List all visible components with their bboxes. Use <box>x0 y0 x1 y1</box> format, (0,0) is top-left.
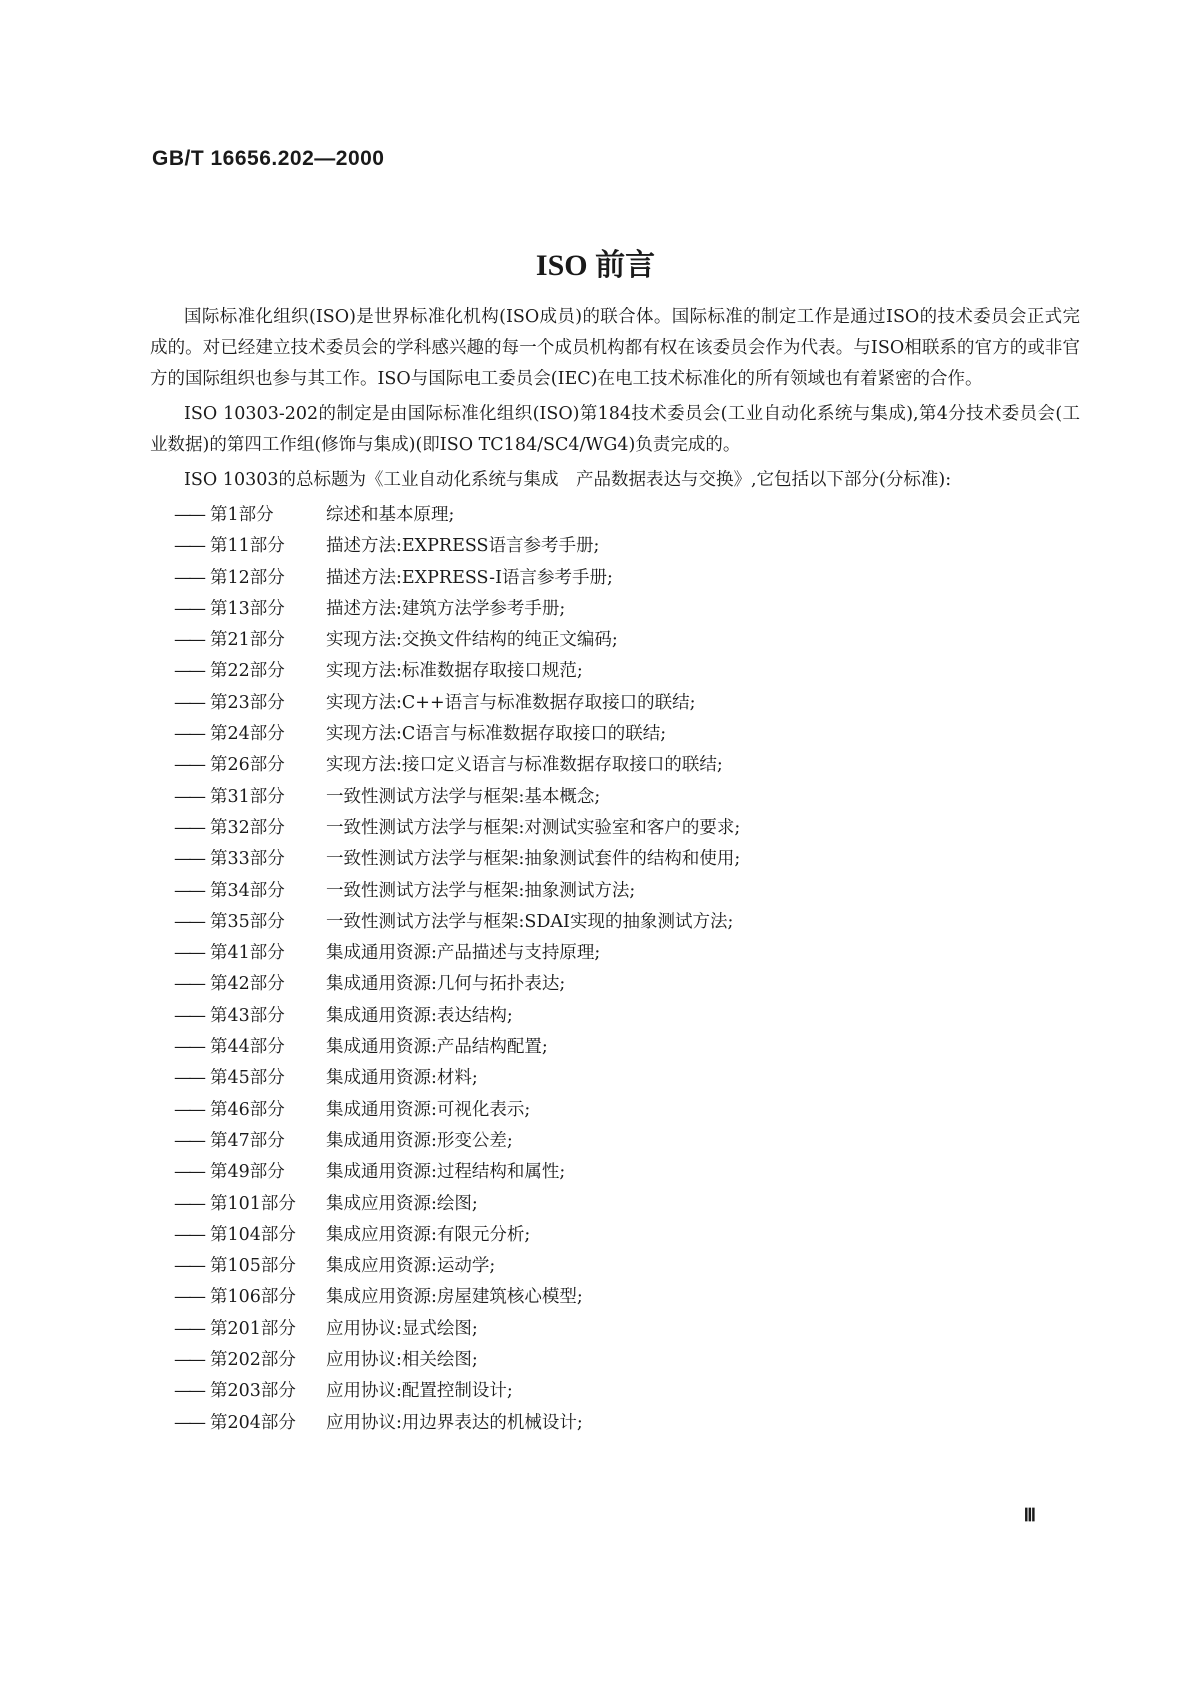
list-dash: —— <box>174 1068 203 1089</box>
list-item <box>150 531 1080 562</box>
paragraph: ISO 10303-202的制定是由国际标准化组织(ISO)第184技术委员会(工业自动化系统与集成),第4分技术委员会(工业数据)的第四工作组(修饰与集成)(即ISO TC184/SC4/WG4)负责完成的。 <box>150 404 1080 455</box>
list-dash: —— <box>174 724 203 745</box>
list-dash: —— <box>174 1037 203 1058</box>
list-dash: —— <box>174 1256 203 1277</box>
part-number: 第1部分 <box>210 505 274 525</box>
part-number: 第101部分 <box>210 1193 296 1214</box>
part-number: 第32部分 <box>210 817 285 838</box>
standard-code: GB/T 16656.202—2000 <box>152 147 385 170</box>
list-item <box>150 625 1080 656</box>
list-dash: —— <box>174 1381 203 1402</box>
part-number: 第34部分 <box>210 880 285 901</box>
part-description: 应用协议:相关绘图; <box>326 1350 478 1371</box>
list-dash: —— <box>174 567 203 588</box>
list-dash: —— <box>174 505 203 525</box>
list-dash: —— <box>174 1099 203 1120</box>
list-item <box>150 1282 1080 1313</box>
part-description: 集成通用资源:表达结构; <box>326 1005 513 1026</box>
part-description: 集成通用资源:材料; <box>326 1068 478 1089</box>
part-description: 集成应用资源:运动学; <box>326 1256 496 1277</box>
part-description: 集成通用资源:几何与拓扑表达; <box>326 974 566 995</box>
paragraph: 国际标准化组织(ISO)是世界标准化机构(ISO成员)的联合体。国际标准的制定工作是通过ISO的技术委员会正式完成的。对已经建立技术委员会的学科感兴趣的每一个成员机构都有权在该委员会作为代表。与ISO相联系的官方的或非官方的国际组织也参与其工作。ISO与国际电工委员会(IEC)在电工技术标准化的所有领域也有着紧密的合作。 <box>150 307 1080 389</box>
part-description: 实现方法:交换文件结构的纯正文编码; <box>326 630 618 651</box>
page-title: ISO 前言 <box>535 249 656 282</box>
part-description: 集成通用资源:产品结构配置; <box>326 1037 548 1058</box>
list-item <box>150 1376 1080 1407</box>
list-item <box>150 782 1080 813</box>
list-dash: —— <box>174 817 203 838</box>
part-description: 实现方法:C++语言与标准数据存取接口的联结; <box>326 692 696 713</box>
list-dash: —— <box>174 598 203 619</box>
list-dash: —— <box>174 1162 203 1183</box>
part-description: 描述方法:EXPRESS语言参考手册; <box>326 536 600 557</box>
list-dash: —— <box>174 849 203 870</box>
part-number: 第12部分 <box>210 567 285 588</box>
part-description: 集成通用资源:产品描述与支持原理; <box>326 943 601 964</box>
part-number: 第47部分 <box>210 1130 285 1151</box>
list-item <box>150 907 1080 938</box>
list-item <box>150 563 1080 594</box>
part-number: 第24部分 <box>210 724 285 745</box>
list-item <box>150 1032 1080 1063</box>
list-item <box>150 1095 1080 1126</box>
part-description: 集成通用资源:形变公差; <box>326 1130 513 1151</box>
list-dash: —— <box>174 1130 203 1151</box>
list-dash: —— <box>174 536 203 557</box>
part-number: 第22部分 <box>210 661 285 682</box>
parts-list <box>150 500 1080 1439</box>
list-item <box>150 1408 1080 1439</box>
part-description: 描述方法:EXPRESS-I语言参考手册; <box>326 567 613 588</box>
list-item <box>150 1220 1080 1251</box>
part-number: 第33部分 <box>210 849 285 870</box>
part-number: 第203部分 <box>210 1381 296 1402</box>
list-item <box>150 1251 1080 1282</box>
part-description: 实现方法:接口定义语言与标准数据存取接口的联结; <box>326 755 723 776</box>
list-dash: —— <box>174 1005 203 1026</box>
list-item <box>150 1314 1080 1345</box>
part-number: 第13部分 <box>210 598 285 619</box>
part-description: 应用协议:配置控制设计; <box>326 1381 513 1402</box>
list-dash: —— <box>174 755 203 776</box>
list-dash: —— <box>174 911 203 932</box>
part-number: 第49部分 <box>210 1162 285 1183</box>
list-dash: —— <box>174 1287 203 1308</box>
part-description: 实现方法:C语言与标准数据存取接口的联结; <box>326 724 667 745</box>
list-item <box>150 938 1080 969</box>
list-item <box>150 1345 1080 1376</box>
part-description: 实现方法:标准数据存取接口规范; <box>326 661 583 682</box>
list-dash: —— <box>174 630 203 651</box>
list-item <box>150 1126 1080 1157</box>
part-description: 一致性测试方法学与框架:SDAI实现的抽象测试方法; <box>326 911 734 932</box>
part-number: 第23部分 <box>210 692 285 713</box>
part-description: 集成应用资源:有限元分析; <box>326 1224 531 1245</box>
list-item <box>150 688 1080 719</box>
list-item <box>150 1157 1080 1188</box>
part-number: 第31部分 <box>210 786 285 807</box>
list-dash: —— <box>174 1350 203 1371</box>
list-dash: —— <box>174 1412 203 1433</box>
part-description: 集成通用资源:过程结构和属性; <box>326 1162 566 1183</box>
part-description: 一致性测试方法学与框架:抽象测试套件的结构和使用; <box>326 849 741 870</box>
part-description: 集成应用资源:绘图; <box>326 1193 478 1214</box>
list-item <box>150 844 1080 875</box>
part-number: 第204部分 <box>210 1412 296 1433</box>
list-item <box>150 969 1080 1000</box>
part-number: 第105部分 <box>210 1256 296 1277</box>
list-item <box>150 1189 1080 1220</box>
part-number: 第202部分 <box>210 1350 296 1371</box>
part-description: 应用协议:显式绘图; <box>326 1318 478 1339</box>
part-number: 第26部分 <box>210 755 285 776</box>
part-number: 第11部分 <box>210 536 285 557</box>
list-item <box>150 1063 1080 1094</box>
list-item <box>150 750 1080 781</box>
part-number: 第35部分 <box>210 911 285 932</box>
part-number: 第106部分 <box>210 1287 296 1308</box>
list-dash: —— <box>174 1318 203 1339</box>
list-dash: —— <box>174 974 203 995</box>
part-description: 描述方法:建筑方法学参考手册; <box>326 598 566 619</box>
list-dash: —— <box>174 786 203 807</box>
part-description: 应用协议:用边界表达的机械设计; <box>326 1412 583 1433</box>
part-number: 第43部分 <box>210 1005 285 1026</box>
part-number: 第21部分 <box>210 630 285 651</box>
part-description: 一致性测试方法学与框架:抽象测试方法; <box>326 880 636 901</box>
list-item <box>150 813 1080 844</box>
part-number: 第46部分 <box>210 1099 285 1120</box>
list-dash: —— <box>174 692 203 713</box>
part-description: 一致性测试方法学与框架:基本概念; <box>326 786 601 807</box>
part-number: 第104部分 <box>210 1224 296 1245</box>
part-number: 第201部分 <box>210 1318 296 1339</box>
part-description: 集成应用资源:房屋建筑核心模型; <box>326 1287 583 1308</box>
paragraph: ISO 10303的总标题为《工业自动化系统与集成 产品数据表达与交换》,它包括以下部分(分标准): <box>184 470 952 490</box>
list-item <box>150 719 1080 750</box>
document-body <box>150 302 1080 1439</box>
list-dash: —— <box>174 880 203 901</box>
part-number: 第41部分 <box>210 943 285 964</box>
list-dash: —— <box>174 1193 203 1214</box>
list-item <box>150 1001 1080 1032</box>
part-description: 综述和基本原理; <box>326 505 455 525</box>
part-description: 集成通用资源:可视化表示; <box>326 1099 531 1120</box>
list-item <box>150 656 1080 687</box>
list-dash: —— <box>174 661 203 682</box>
list-item <box>150 876 1080 907</box>
list-item <box>150 594 1080 625</box>
list-dash: —— <box>174 943 203 964</box>
page-number: Ⅲ <box>1023 1505 1036 1525</box>
list-dash: —— <box>174 1224 203 1245</box>
part-number: 第44部分 <box>210 1037 285 1058</box>
part-number: 第45部分 <box>210 1068 285 1089</box>
list-item <box>150 500 1080 531</box>
part-description: 一致性测试方法学与框架:对测试实验室和客户的要求; <box>326 817 741 838</box>
part-number: 第42部分 <box>210 974 285 995</box>
